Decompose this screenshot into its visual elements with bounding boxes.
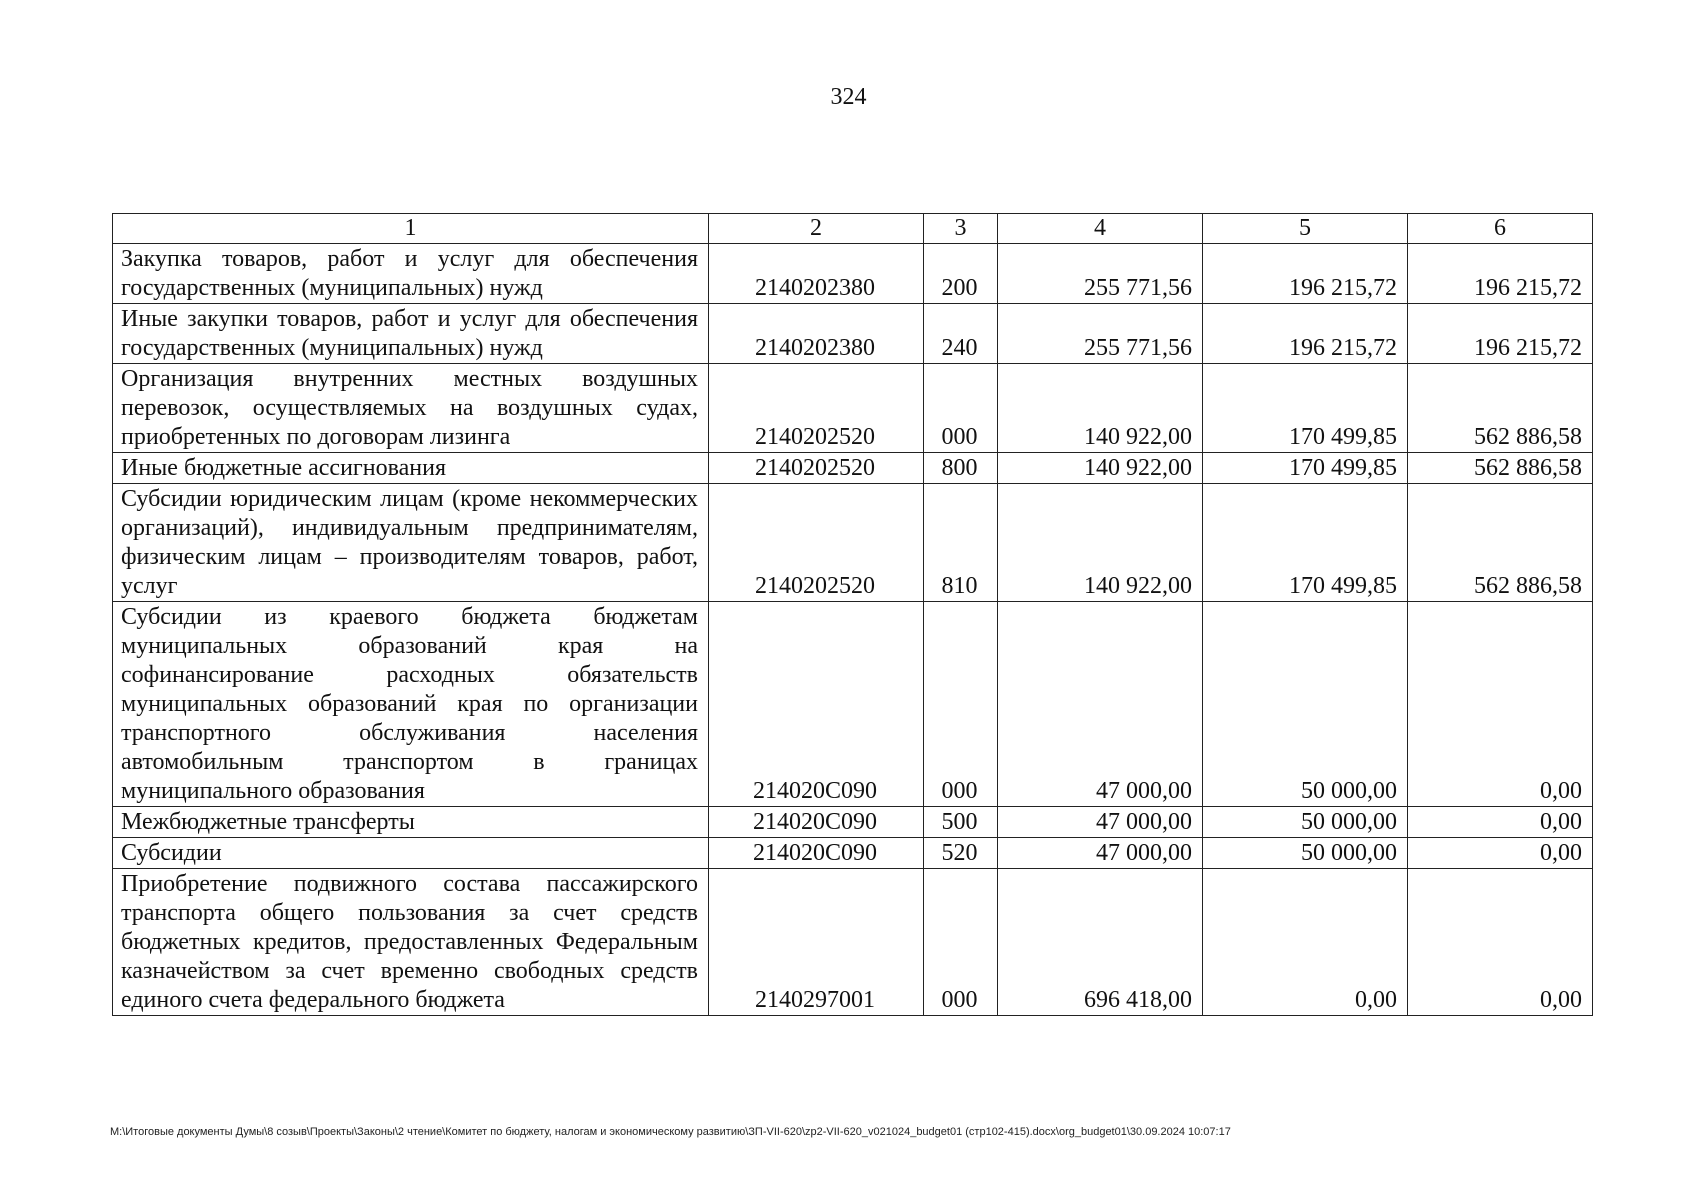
table-row	[113, 304, 1593, 364]
amount-col6-cell: 562 886,58	[1408, 453, 1593, 484]
target-code-cell: 214020С090	[709, 807, 924, 838]
amount-col4-cell: 696 418,00	[998, 869, 1203, 1016]
column-header: 4	[998, 214, 1203, 244]
amount-col4-cell: 47 000,00	[998, 807, 1203, 838]
item-name-cell: Приобретение подвижного состава пассажирского транспорта общего пользования за счет средств бюджетных кредитов, предоставленных Федеральным казначейством за счет временно свободных средств единого счета федерального бюджета	[113, 869, 709, 1016]
amount-col4-cell: 140 922,00	[998, 484, 1203, 602]
table-row	[113, 484, 1593, 602]
table-row	[113, 602, 1593, 807]
amount-col5-cell: 170 499,85	[1203, 364, 1408, 453]
expense-type-cell: 520	[924, 838, 998, 869]
amount-col6-cell: 0,00	[1408, 602, 1593, 807]
target-code-cell: 214020С090	[709, 602, 924, 807]
column-header: 3	[924, 214, 998, 244]
target-code-cell: 2140202520	[709, 453, 924, 484]
expense-type-cell: 800	[924, 453, 998, 484]
amount-col6-cell: 562 886,58	[1408, 484, 1593, 602]
item-name-cell: Субсидии из краевого бюджета бюджетам муниципальных образований края на софинансирование расходных обязательств муниципальных образований края по организации транспортного обслуживания населения автомобильным транспортом в границах муниципального образования	[113, 602, 709, 807]
amount-col5-cell: 0,00	[1203, 869, 1408, 1016]
expense-type-cell: 000	[924, 364, 998, 453]
target-code-cell: 2140202520	[709, 484, 924, 602]
amount-col6-cell: 196 215,72	[1408, 244, 1593, 304]
amount-col4-cell: 47 000,00	[998, 602, 1203, 807]
expense-type-cell: 000	[924, 869, 998, 1016]
amount-col5-cell: 170 499,85	[1203, 484, 1408, 602]
amount-col5-cell: 170 499,85	[1203, 453, 1408, 484]
item-name-cell: Межбюджетные трансферты	[113, 807, 709, 838]
amount-col4-cell: 140 922,00	[998, 453, 1203, 484]
table-header-row	[113, 214, 1593, 244]
target-code-cell: 2140202380	[709, 244, 924, 304]
column-header: 5	[1203, 214, 1408, 244]
amount-col5-cell: 50 000,00	[1203, 602, 1408, 807]
expense-type-cell: 810	[924, 484, 998, 602]
item-name-cell: Закупка товаров, работ и услуг для обеспечения государственных (муниципальных) нужд	[113, 244, 709, 304]
target-code-cell: 2140202520	[709, 364, 924, 453]
amount-col5-cell: 196 215,72	[1203, 244, 1408, 304]
amount-col6-cell: 562 886,58	[1408, 364, 1593, 453]
item-name-cell: Иные закупки товаров, работ и услуг для обеспечения государственных (муниципальных) нужд	[113, 304, 709, 364]
expense-type-cell: 500	[924, 807, 998, 838]
amount-col4-cell: 255 771,56	[998, 304, 1203, 364]
table-row	[113, 807, 1593, 838]
item-name-cell: Организация внутренних местных воздушных перевозок, осуществляемых на воздушных судах, приобретенных по договорам лизинга	[113, 364, 709, 453]
budget-table	[112, 213, 1593, 1016]
amount-col6-cell: 0,00	[1408, 869, 1593, 1016]
target-code-cell: 2140297001	[709, 869, 924, 1016]
item-name-cell: Иные бюджетные ассигнования	[113, 453, 709, 484]
item-name-cell: Субсидии	[113, 838, 709, 869]
amount-col5-cell: 50 000,00	[1203, 807, 1408, 838]
amount-col5-cell: 196 215,72	[1203, 304, 1408, 364]
target-code-cell: 214020С090	[709, 838, 924, 869]
table-row	[113, 453, 1593, 484]
table-row	[113, 838, 1593, 869]
amount-col6-cell: 196 215,72	[1408, 304, 1593, 364]
file-path-footer: M:\Итоговые документы Думы\8 созыв\Проекты\Законы\2 чтение\Комитет по бюджету, налогам и экономическому развитию\ЗП-VII-620\zp2-VII-620_v021024_budget01 (стр102-415).docx\org_budget01\30.09.2024 10:07:17	[110, 1126, 1231, 1138]
expense-type-cell: 240	[924, 304, 998, 364]
table-row	[113, 869, 1593, 1016]
target-code-cell: 2140202380	[709, 304, 924, 364]
amount-col4-cell: 47 000,00	[998, 838, 1203, 869]
amount-col4-cell: 140 922,00	[998, 364, 1203, 453]
expense-type-cell: 200	[924, 244, 998, 304]
amount-col4-cell: 255 771,56	[998, 244, 1203, 304]
column-header: 2	[709, 214, 924, 244]
item-name-cell: Субсидии юридическим лицам (кроме некоммерческих организаций), индивидуальным предпринимателям, физическим лицам – производителям товаров, работ, услуг	[113, 484, 709, 602]
table-body	[113, 244, 1593, 1016]
amount-col6-cell: 0,00	[1408, 807, 1593, 838]
page-number: 324	[830, 84, 867, 110]
expense-type-cell: 000	[924, 602, 998, 807]
table-row	[113, 364, 1593, 453]
column-header: 1	[113, 214, 709, 244]
column-header: 6	[1408, 214, 1593, 244]
table-row	[113, 244, 1593, 304]
amount-col5-cell: 50 000,00	[1203, 838, 1408, 869]
amount-col6-cell: 0,00	[1408, 838, 1593, 869]
